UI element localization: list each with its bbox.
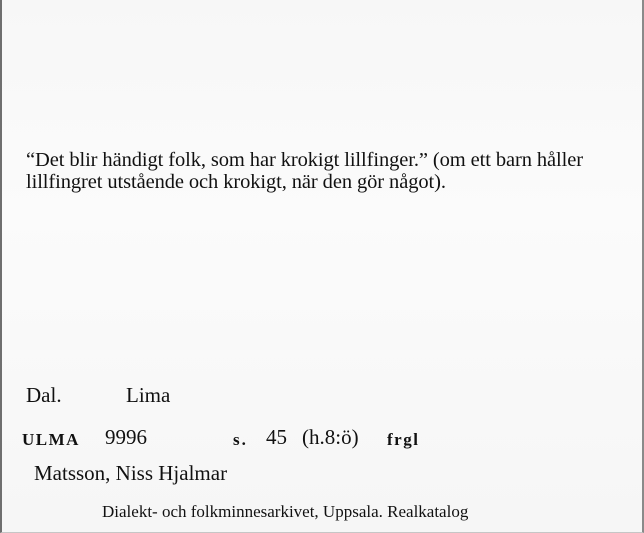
region-label: Dal. xyxy=(26,383,62,407)
record-number: 9996 xyxy=(105,425,147,449)
archive-code: ULMA xyxy=(22,430,80,449)
archive-footer: Dialekt- och folkminnesarkivet, Uppsala. Realkatalog xyxy=(102,502,469,521)
recorder-name: Matsson, Niss Hjalmar xyxy=(34,461,228,485)
page-number: 45 xyxy=(266,425,287,449)
page-prefix: s. xyxy=(233,430,248,449)
handwritten-reference: (h.8:ö) xyxy=(302,425,359,449)
card-text: “Det blir händigt folk, som har krokigt lillfinger.” (om ett barn håller lillfingret utstående och krokigt, när den gör något). xyxy=(26,149,583,193)
place-label: Lima xyxy=(126,383,171,407)
category-code: frgl xyxy=(387,430,420,449)
